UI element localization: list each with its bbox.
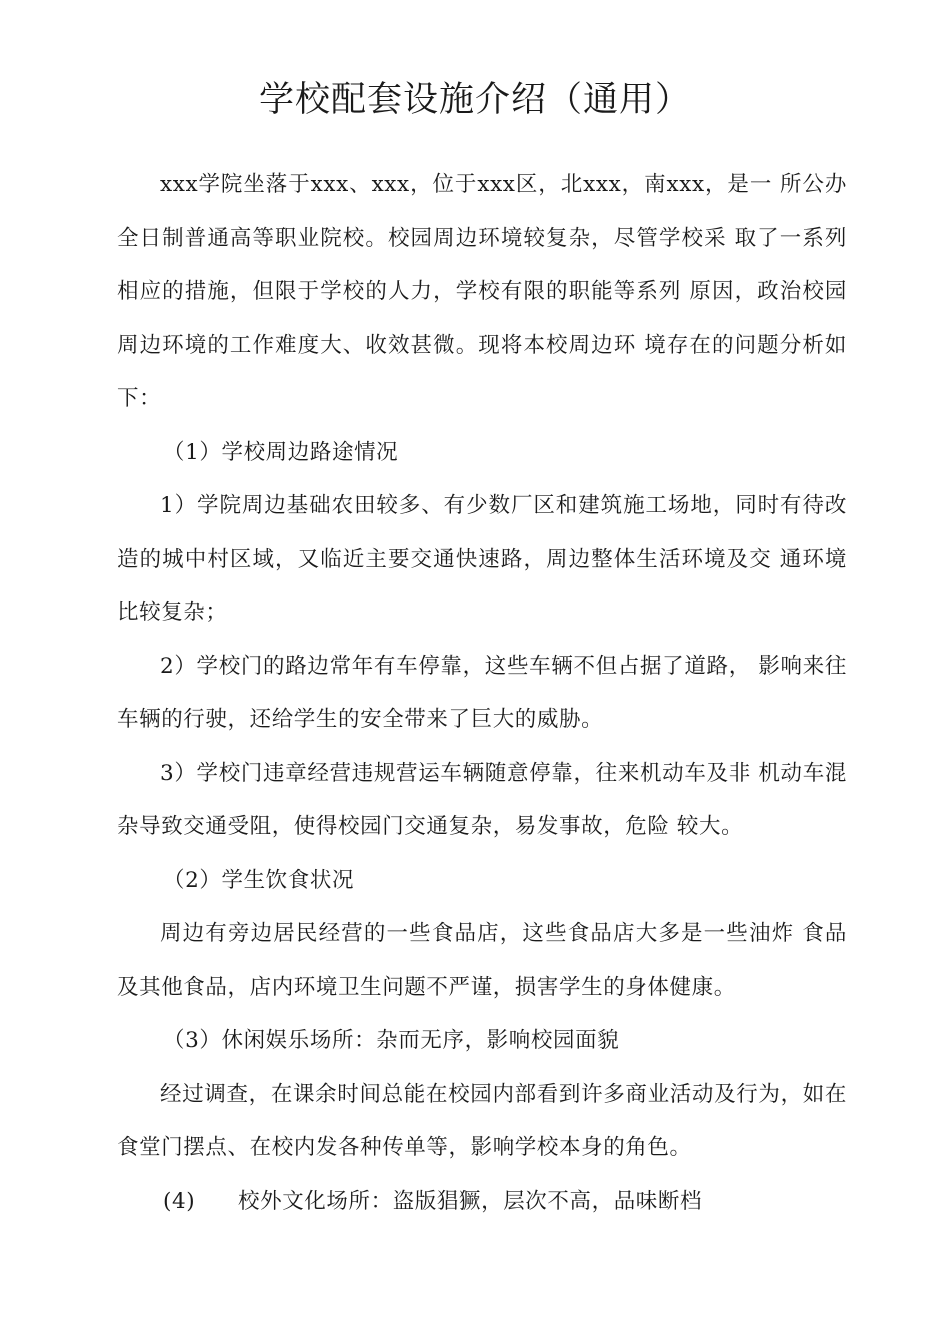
paragraph-food: 周边有旁边居民经营的一些食品店，这些食品店大多是一些油炸 食品及其他食品，店内环境卫生问题不严谨，损害学生的身体健康。 <box>117 921 847 1000</box>
section-heading-3: （3）休闲娱乐场所：杂而无序，影响校园面貌 <box>163 1028 620 1053</box>
section-heading-4 <box>117 1175 847 1229</box>
intro-paragraph: xxx学院坐落于xxx、xxx，位于xxx区，北xxx，南xxx，是一 所公办全日制普通高等职业院校。校园周边环境较复杂，尽管学校采 取了一系列相应的措施，但限于学校的人力，学校有限的职能等系列 原因，政治校园周边环境的工作难度大、收效甚微。现将本校周边环 境存在的问题分析如下： <box>117 172 847 411</box>
document-body <box>117 158 847 1228</box>
paragraph-entertainment: 经过调查，在课余时间总能在校园内部看到许多商业活动及行为，如在食堂门摆点、在校内发各种传单等，影响学校本身的角色。 <box>117 1081 847 1160</box>
section-heading-1: （1）学校周边路途情况 <box>163 439 399 465</box>
paragraph-road-3: 3）学校门违章经营违规营运车辆随意停靠，往来机动车及非 机动车混杂导致交通受阻，使得校园门交通复杂，易发事故，危险 较大。 <box>117 760 847 839</box>
paragraph-road-1: 1）学院周边基础农田较多、有少数厂区和建筑施工场地，同时有待改造的城中村区域，又临近主要交通快速路，周边整体生活环境及交 通环境比较复杂； <box>117 493 847 625</box>
paragraph-road-2: 2）学校门的路边常年有车停靠，这些车辆不但占据了道路， 影响来往车辆的行驶，还给学生的安全带来了巨大的威胁。 <box>117 653 847 732</box>
section-heading-4-number: (4) <box>163 1188 196 1214</box>
section-heading-2: （2）学生饮食状况 <box>163 867 355 893</box>
section-heading-4-text: 校外文化场所：盗版猖獗，层次不高，品味断档 <box>238 1188 703 1214</box>
document-title: 学校配套设施介绍（通用） <box>258 80 691 120</box>
